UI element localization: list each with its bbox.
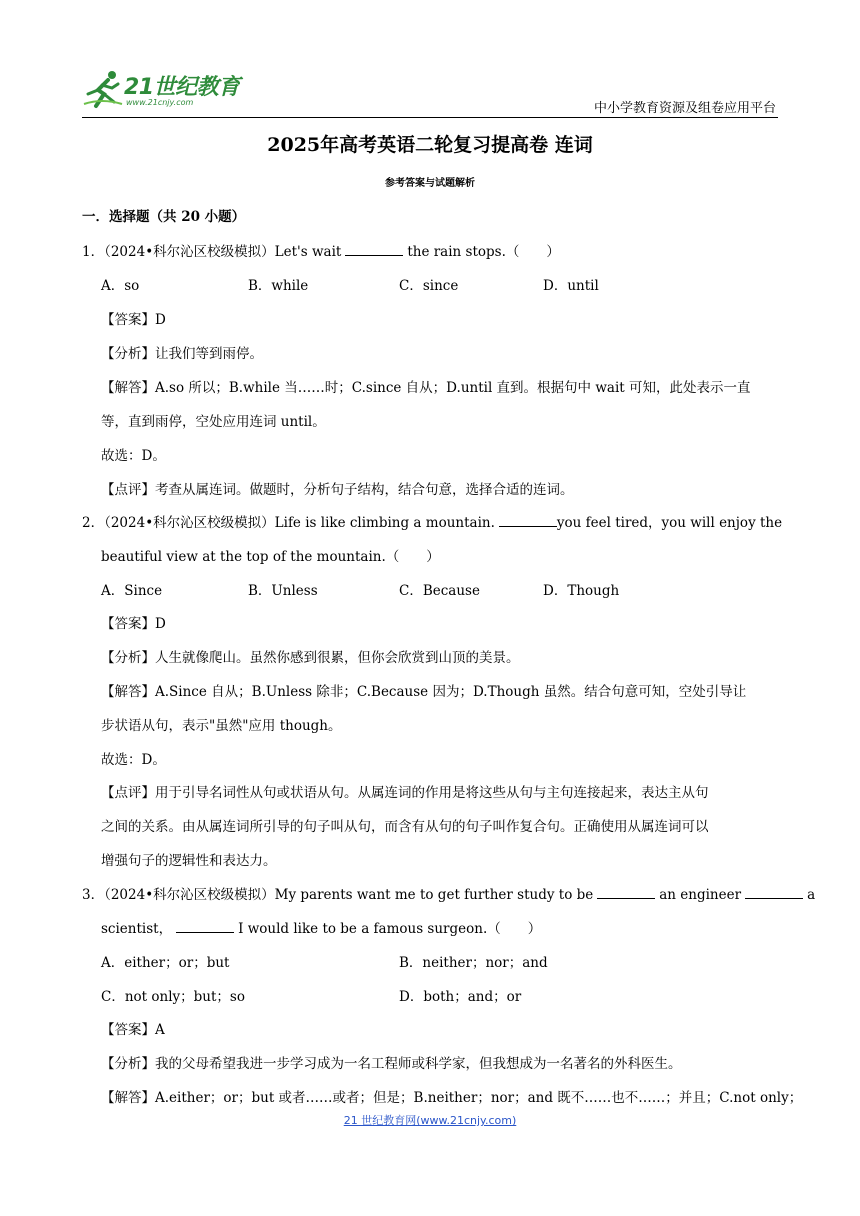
question-2-stem-c: beautiful view at the top of the mountain.（ ） [101, 549, 440, 565]
option-d: D．until [543, 278, 599, 294]
comment-line: 【点评】用于引导名词性从句或状语从句。从属连词的作用是将这些从句与主句连接起来，表达主从句 [101, 785, 709, 801]
answer-blank [745, 886, 803, 899]
solution-line: 等，直到雨停，空处应用连词 until。 [101, 414, 326, 430]
option-a: A．either；or；but [101, 955, 230, 971]
question-3-stem-a: 3．（2024•科尔沁区校级模拟）My parents want me to get further study to be [82, 887, 594, 903]
option-b: B．neither；nor；and [399, 955, 548, 971]
page-subtitle: 参考答案与试题解析 [385, 178, 475, 189]
header-divider [82, 117, 778, 118]
choose-line: 故选：D。 [101, 752, 166, 768]
solution-line: 步状语从句，表示"虽然"应用 though。 [101, 718, 342, 734]
comment-line: 【点评】考查从属连词。做题时，分析句子结构，结合句意，选择合适的连词。 [101, 482, 574, 498]
option-b: B．while [248, 278, 309, 294]
question-3-stem-b: an engineer [659, 887, 742, 903]
logo [82, 66, 250, 114]
analysis-line: 【分析】我的父母希望我进一步学习成为一名工程师或科学家，但我想成为一名著名的外科医生。 [101, 1056, 682, 1072]
logo-text: 21世纪教育 [124, 75, 240, 100]
comment-line: 增强句子的逻辑性和表达力。 [101, 853, 277, 869]
option-c: C．not only；but；so [101, 989, 245, 1005]
answer-line: 【答案】D [101, 312, 166, 328]
option-b: B．Unless [248, 583, 318, 599]
analysis-line: 【分析】人生就像爬山。虽然你感到很累，但你会欣赏到山顶的美景。 [101, 650, 520, 666]
answer-blank [499, 514, 557, 527]
option-a: A．Since [101, 583, 163, 599]
section-heading: 一．选择题（共 20 小题） [82, 209, 246, 225]
option-a: A．so [101, 278, 140, 294]
solution-line: 【解答】A.either；or；but 或者……或者；但是；B.neither；nor；and 既不……也不……；并且；C.not only； [101, 1090, 803, 1106]
analysis-line: 【分析】让我们等到雨停。 [101, 346, 263, 362]
comment-line: 之间的关系。由从属连词所引导的句子叫从句，而含有从句的句子叫作复合句。正确使用从属连词可以 [101, 819, 709, 835]
footer-link[interactable]: 21 世纪教育网(www.21cnjy.com) [343, 1114, 517, 1127]
question-3-stem [82, 883, 815, 903]
runner-icon [82, 68, 126, 112]
question-3-stem-e: I would like to be a famous surgeon.（ ） [238, 921, 542, 937]
choose-line: 故选：D。 [101, 448, 166, 464]
question-3-stem-d: scientist， [101, 921, 173, 937]
question-1-stem-a: 1．（2024•科尔沁区校级模拟）Let's wait [82, 244, 342, 260]
option-d: D．Though [543, 583, 620, 599]
answer-blank [597, 886, 655, 899]
logo-url: www.21cnjy.com [126, 98, 194, 107]
solution-line: 【解答】A.so 所以；B.while 当……时；C.since 自从；D.until 直到。根据句中 wait 可知，此处表示一直 [101, 380, 751, 396]
question-1-stem-b: the rain stops.（ ） [407, 244, 560, 260]
page-title: 2025年高考英语二轮复习提高卷 连词 [267, 134, 593, 156]
question-3-stem-cont [101, 917, 541, 937]
platform-name: 中小学教育资源及组卷应用平台 [593, 101, 776, 116]
solution-line: 【解答】A.Since 自从；B.Unless 除非；C.Because 因为；D.Though 虽然。结合句意可知，空处引导让 [101, 684, 747, 700]
question-2-stem-b: you feel tired，you will enjoy the [556, 515, 783, 531]
option-d: D．both；and；or [399, 989, 522, 1005]
option-c: C．since [399, 278, 459, 294]
question-2-stem-a: 2．（2024•科尔沁区校级模拟）Life is like climbing a mountain. [82, 515, 495, 531]
answer-line: 【答案】A [101, 1022, 165, 1038]
question-1-stem [82, 240, 560, 260]
answer-blank [345, 243, 403, 256]
answer-line: 【答案】D [101, 616, 166, 632]
answer-blank [176, 920, 234, 933]
question-3-stem-c: a [807, 887, 816, 903]
option-c: C．Because [399, 583, 480, 599]
question-2-stem [82, 511, 782, 531]
